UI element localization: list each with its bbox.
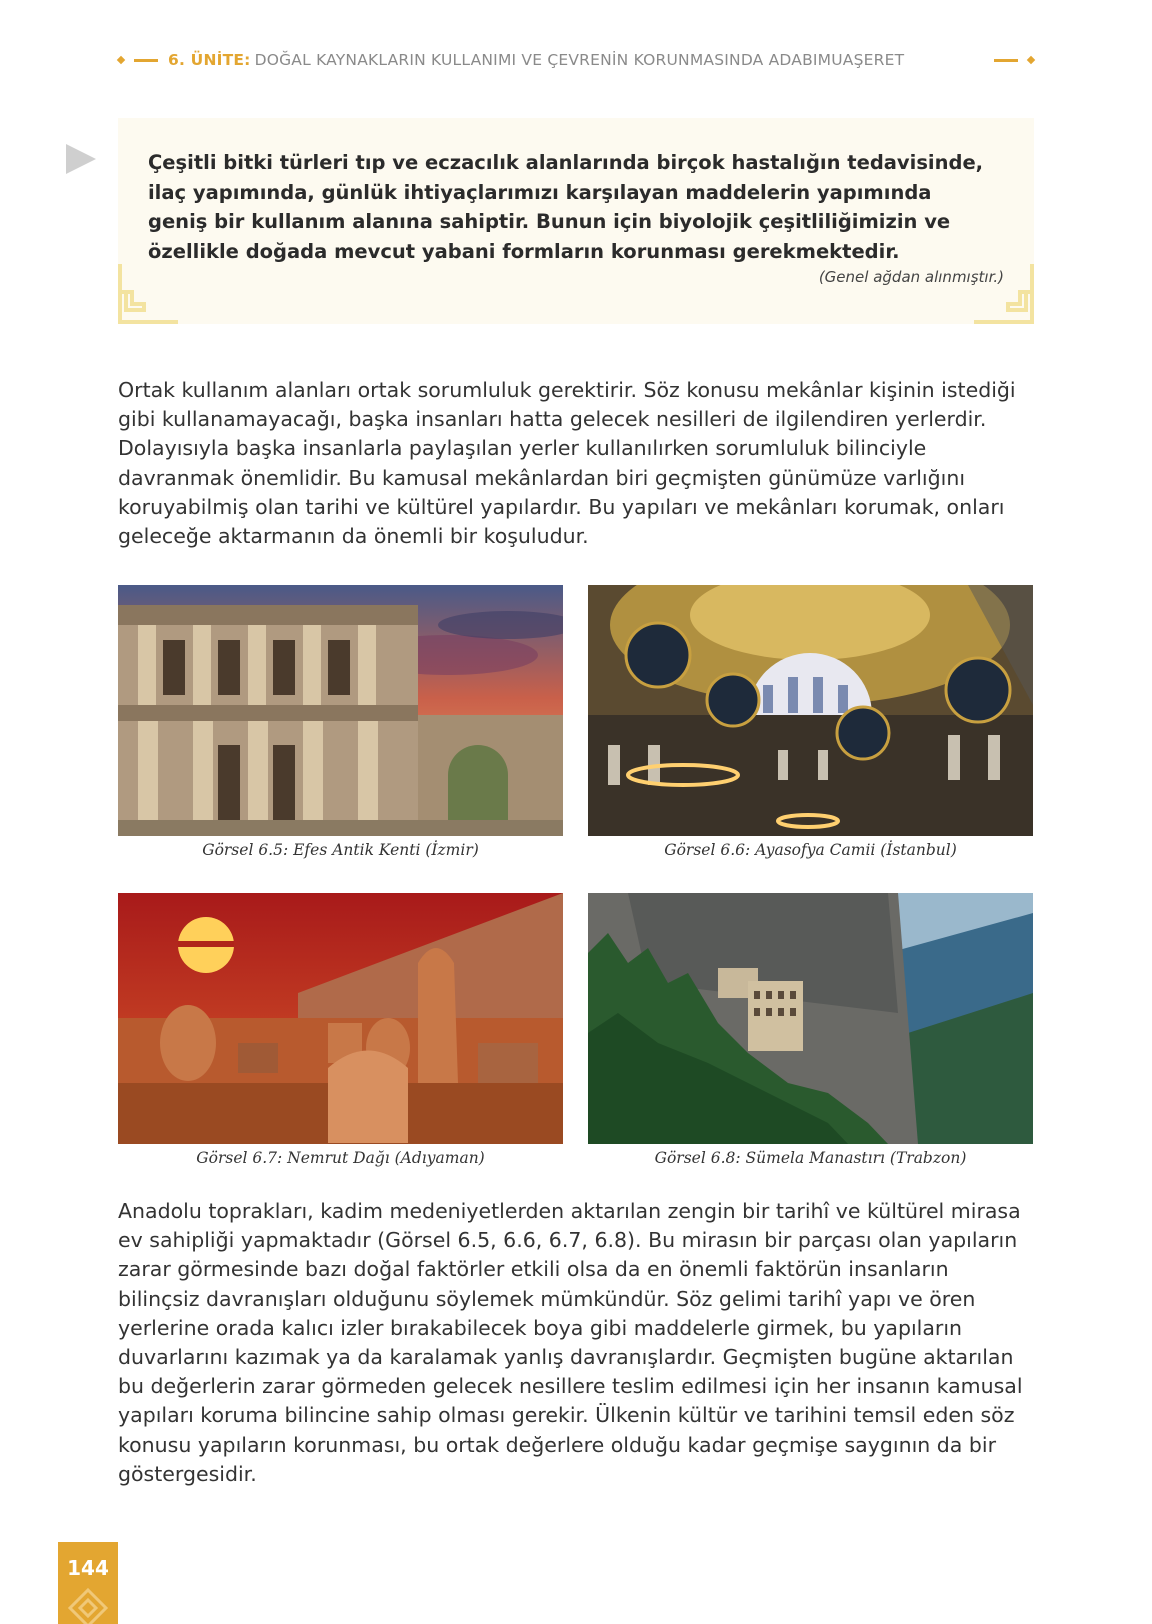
unit-number: 6. ÜNİTE: [168,51,251,69]
unit-title: DOĞAL KAYNAKLARIN KULLANIMI VE ÇEVRENİN KORUNMASINDA ADABIMUAŞERET [254,51,905,69]
body-paragraph-2: Anadolu toprakları, kadim medeniyetlerden aktarılan zengin bir tarihî ve kültürel mirasa ev sahipliği yapmaktadır (Görsel 6.5, 6.6, 6.7, 6.8). Bu mirasın bir parçası olan yapıların zarar görmesinde bazı doğal faktörler etkili olsa da en önemli faktörün insanların bilinçsiz davranışları olduğunu söylemek mümkündür. Söz gelimi tarihî yapı ve ören yerlerine orada kalıcı izler bırakabilecek boya gibi maddelerle girmek, bu yapıların duvarlarını kazımak ya da karalamak yanlış davranışlardır. Geçmişten bugüne aktarılan bu değerlerin zarar görmeden gelecek nesillere teslim edilmesi için her insanın kamusal yapıları koruma bilincine sahip olması gerekir. Ülkenin kültür ve tarihini temsil eden söz konusu yapıların korunması, bu ortak değerlere olduğu kadar geçmişe saygının da bir göstergesidir. [118,1199,1023,1486]
header-diamond-right [1027,56,1035,64]
header-text [168,51,984,69]
quote-source: (Genel ağdan alınmıştır.) [818,268,1004,286]
caption-ayasofya: Görsel 6.6: Ayasofya Camii (İstanbul) [664,841,957,859]
corner-ornament-left [118,264,178,324]
caption-efes: Görsel 6.5: Efes Antik Kenti (İzmir) [202,841,479,859]
body-paragraph-1: Ortak kullanım alanları ortak sorumluluk gerektirir. Söz konusu mekânlar kişinin istediği gibi kullanamayacağı, başka insanları hatta gelecek nesilleri de ilgilendiren yerlerdir. Dolayısıyla başka insanlarla paylaşılan yerler kullanılırken sorumluluk bilinciyle davranmak önemlidir. Bu kamusal mekânlardan biri geçmişten günümüze varlığını koruyabilmiş olan tarihi ve kültürel yapılardır. Bu yapıları ve mekânları korumak, onları geleceğe aktarmanın da önemli bir koşuludur. [118,378,1016,549]
page-number-tab [58,1542,118,1624]
quote-box [118,118,1034,324]
unit-header [118,48,1034,72]
caption-nemrut: Görsel 6.7: Nemrut Dağı (Adıyaman) [196,1149,485,1167]
quote-text: Çeşitli bitki türleri tıp ve eczacılık alanlarında birçok hastalığın tedavisinde, ilaç yapımında, günlük ihtiyaçlarımızı karşılayan maddelerin yapımında geniş bir kullanım alanına sahiptir. Bunun için biyolojik çeşitliliğimizin ve özellikle doğada mevcut yabani formların korunması gerekmektedir. [148,151,984,263]
image-sumela [588,893,1033,1144]
image-ayasofya [588,585,1033,836]
page-number: 144 [67,1556,109,1580]
play-arrow-icon [66,144,96,174]
corner-ornament-right [974,264,1034,324]
ornament-icon [62,1586,114,1624]
header-line-left [134,59,158,62]
header-diamond-left [117,56,125,64]
header-line-right [994,59,1018,62]
caption-sumela: Görsel 6.8: Sümela Manastırı (Trabzon) [654,1149,967,1167]
image-nemrut [118,893,563,1144]
image-efes [118,585,563,836]
